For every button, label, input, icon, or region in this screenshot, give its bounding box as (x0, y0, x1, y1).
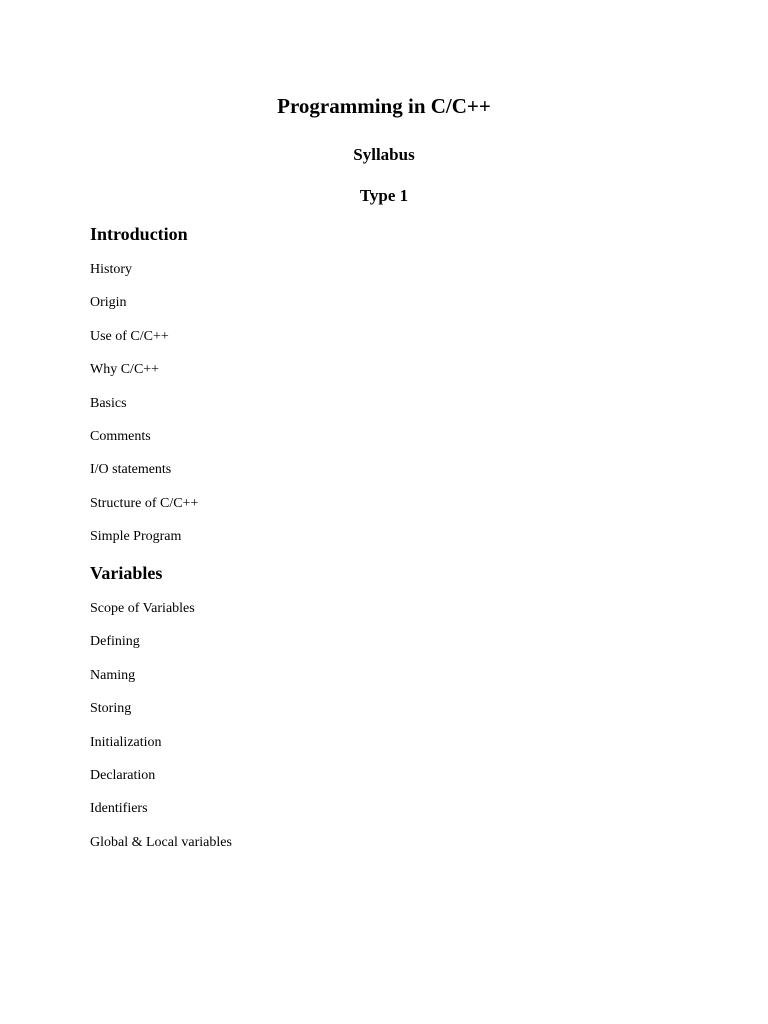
topic-item: History (90, 262, 132, 277)
topic-item: Scope of Variables (90, 601, 195, 616)
topic-list-variables (90, 600, 232, 867)
topic-item: Naming (90, 667, 136, 683)
section-heading-introduction: Introduction (90, 224, 188, 244)
topic-list-introduction (90, 261, 198, 562)
topic-item: Comments (90, 428, 151, 444)
topic-item: Initialization (90, 734, 162, 750)
topic-item: Origin (90, 295, 127, 311)
topic-item: I/O statements (90, 462, 172, 478)
topic-item: Why C/C++ (90, 362, 160, 378)
syllabus-type-label: Type 1 (359, 186, 409, 205)
topic-item: Identifiers (90, 801, 148, 817)
topic-item: Storing (90, 701, 132, 717)
document-title: Programming in C/C++ (277, 94, 491, 118)
topic-item: Basics (90, 395, 127, 411)
topic-item: Simple Program (90, 529, 182, 545)
section-heading-variables: Variables (90, 563, 163, 583)
topic-item: Use of C/C++ (90, 328, 169, 344)
topic-item: Global & Local variables (90, 834, 232, 850)
topic-item: Structure of C/C++ (90, 495, 199, 511)
topic-item: Defining (90, 634, 140, 650)
topic-item: Declaration (90, 767, 156, 783)
document-subtitle: Syllabus (353, 145, 415, 164)
